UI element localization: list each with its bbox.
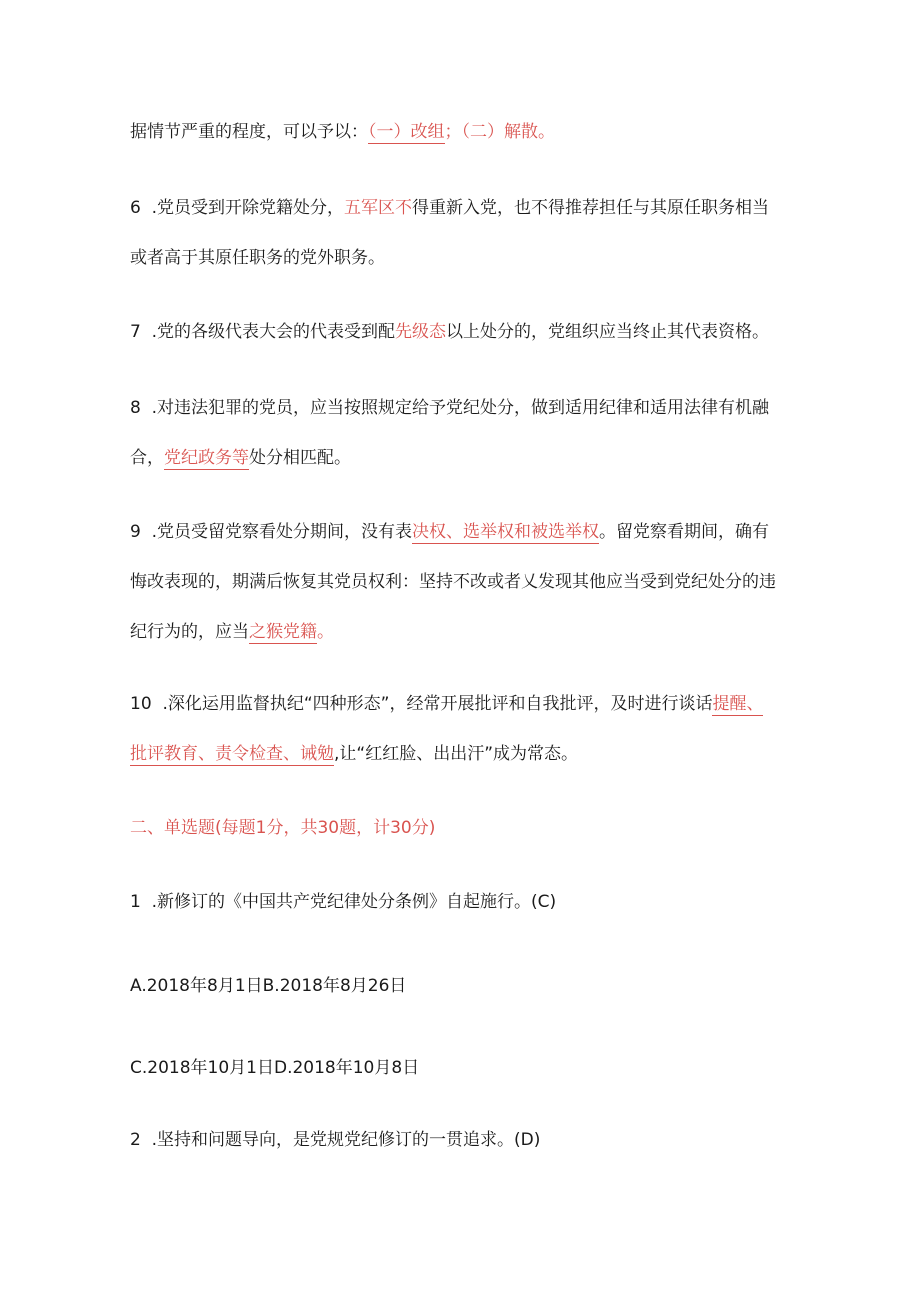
text-segment: 据情节严重的程度，可以予以：	[130, 122, 368, 142]
text-segment: ,让“红红脸、出出汗”成为常态。	[334, 744, 579, 764]
answer-highlight: 先级态	[395, 322, 447, 342]
section-heading-text: 二、单选题(每题1分，共30题，计30分)	[130, 818, 436, 838]
text-segment: 以上处分的，党组织应当终止其代表资格。	[446, 322, 770, 342]
question-9-line-1	[130, 520, 769, 544]
mc-question-1-options-ab	[130, 974, 406, 998]
text-segment: 10 .深化运用监督执纪“四种形态”，经常开展批评和自我批评，及时进行谈话	[130, 694, 713, 714]
answer-underlined: 决权、选举权和被选举权	[412, 522, 600, 542]
question-6-line-2	[130, 246, 385, 270]
answer-highlight: 五军区不	[344, 198, 413, 218]
text-segment: 6 .党员受到开除党籍处分，	[130, 198, 345, 218]
question-6-line-1	[130, 196, 769, 220]
text-segment: 7 .党的各级代表大会的代表受到配	[130, 322, 396, 342]
question-9-line-2	[130, 570, 776, 594]
answer-highlight: ；（二）解散。	[444, 122, 555, 142]
text-segment: 得重新入党，也不得推荐担任与其原任职务相当	[412, 198, 770, 218]
text-segment: 合，	[130, 448, 164, 468]
question-8-line-1	[130, 396, 769, 420]
answer-underlined: 批评教育、责令检查、诫勉	[130, 744, 334, 764]
text-segment: 或者高于其原任职务的党外职务。	[130, 248, 385, 268]
text-segment: 9 .党员受留党察看处分期间，没有表	[130, 522, 413, 542]
question-10-line-2	[130, 742, 578, 766]
text-segment: 悔改表现的，期满后恢复其党员权利：坚持不改或者乂发现其他应当受到党纪处分的违	[130, 572, 776, 592]
section-heading-single-choice	[130, 816, 435, 840]
answer-highlight: 。	[317, 622, 334, 642]
text-segment: 1 .新修订的《中国共产党纪律处分条例》自起施行。(C)	[130, 892, 557, 912]
mc-question-1	[130, 890, 556, 914]
question-7-line-1	[130, 320, 769, 344]
question-9-line-3	[130, 620, 334, 644]
text-segment: 8 .对违法犯罪的党员，应当按照规定给予党纪处分，做到适用纪律和适用法律有机融	[130, 398, 770, 418]
text-segment: A.2018年8月1日B.2018年8月26日	[130, 976, 407, 996]
text-segment: 处分相匹配。	[249, 448, 351, 468]
answer-underlined: （一）改组	[368, 122, 445, 142]
text-segment: 。留党察看期间，确有	[599, 522, 770, 542]
text-segment: 2 .坚持和问题导向，是党规党纪修订的一贯追求。(D)	[130, 1130, 541, 1150]
answer-underlined: 党纪政务等	[164, 448, 249, 468]
question-8-line-2	[130, 446, 351, 470]
question-10-line-1	[130, 692, 763, 716]
mc-question-2	[130, 1128, 540, 1152]
mc-question-1-options-cd	[130, 1056, 419, 1080]
answer-underlined: 提醒、	[712, 694, 764, 714]
answer-underlined: 之猴党籍	[249, 622, 317, 642]
text-segment: 纪行为的，应当	[130, 622, 249, 642]
text-line-1	[130, 120, 555, 144]
text-segment: C.2018年10月1日D.2018年10月8日	[130, 1058, 420, 1078]
